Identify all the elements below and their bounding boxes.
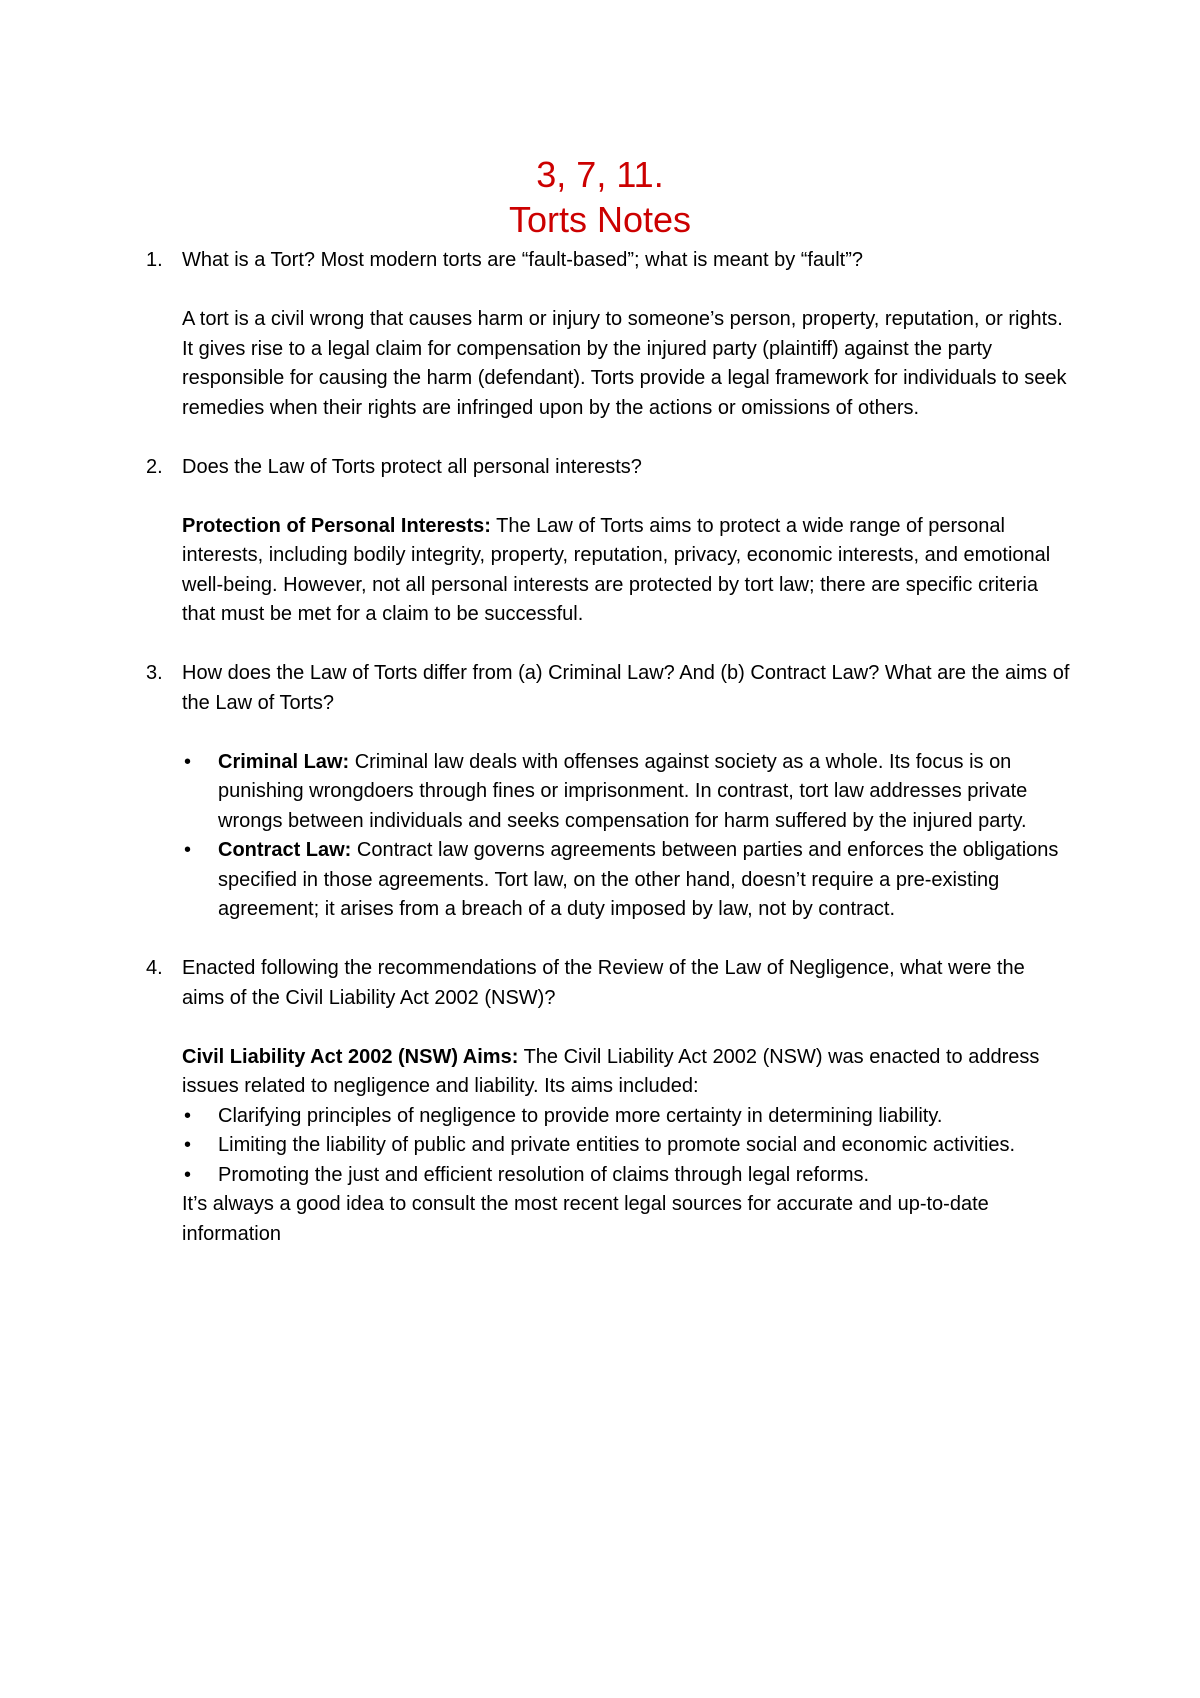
bullet-text: Limiting the liability of public and private entities to promote social and economic activities.	[218, 1134, 1016, 1156]
answer-text: The Law of Torts aims to protect a wide range of personal interests, including bodily integrity, property, reputation, privacy, economic interests, and emotional well-being. However, not all personal interests are protected by tort law; there are specific criteria that must be met for a claim to be successful.	[182, 514, 1051, 625]
bullet-list	[140, 748, 1070, 925]
bullet-text: Contract law governs agreements between parties and enforces the obligations specified in those agreements. Tort law, on the other hand, doesn’t require a pre-existing agreement; it arises from a breach of a duty imposed by law, not by contract.	[218, 839, 1059, 920]
answer-label: Civil Liability Act 2002 (NSW) Aims:	[182, 1045, 519, 1068]
question-text: What is a Tort? Most modern torts are “fault-based”; what is meant by “fault”?	[182, 249, 864, 271]
question-text: How does the Law of Torts differ from (a) Criminal Law? And (b) Contract Law? What are the aims of the Law of Torts?	[182, 662, 1070, 714]
bullet-icon: •	[184, 1104, 192, 1127]
bullet-label: Criminal Law:	[218, 750, 350, 773]
bullet-icon: •	[184, 1163, 192, 1186]
bullet-icon: •	[184, 1134, 192, 1156]
question-number: 2.	[146, 455, 163, 478]
bullet-list	[140, 1102, 1070, 1191]
question-text: Does the Law of Torts protect all personal interests?	[182, 455, 642, 478]
list-item	[140, 1161, 1070, 1191]
bullet-icon: •	[184, 839, 192, 861]
bullet-text: Promoting the just and efficient resolution of claims through legal reforms.	[218, 1163, 870, 1186]
list-item	[140, 1131, 1070, 1161]
question-2	[140, 453, 1070, 483]
answer-2	[140, 512, 1070, 630]
document-title	[0, 152, 1200, 242]
answer-4	[140, 1043, 1070, 1102]
question-number: 4.	[146, 957, 163, 979]
bullet-text: Clarifying principles of negligence to provide more certainty in determining liability.	[218, 1104, 943, 1127]
title-line-1: 3, 7, 11.	[536, 154, 664, 195]
list-item	[140, 836, 1070, 925]
bullet-label: Contract Law:	[218, 839, 352, 861]
question-4	[140, 954, 1070, 1013]
list-item	[140, 748, 1070, 837]
question-3	[140, 659, 1070, 718]
bullet-text: Criminal law deals with offenses against society as a whole. Its focus is on punishing wrongdoers through fines or imprisonment. In contrast, tort law addresses private wrongs between individuals and seeks compensation for harm suffered by the injured party.	[218, 750, 1028, 832]
bullet-icon: •	[184, 750, 192, 773]
document-body	[140, 246, 1070, 1249]
answer-1: A tort is a civil wrong that causes harm or injury to someone’s person, property, reputation, or rights. It gives rise to a legal claim for compensation by the injured party (plaintiff) against the party responsible for causing the harm (defendant). Torts provide a legal framework for individuals to seek remedies when their rights are infringed upon by the actions or omissions of others.	[182, 308, 1067, 419]
question-number: 1.	[146, 249, 163, 271]
list-item	[140, 1102, 1070, 1132]
question-1	[140, 246, 1070, 276]
answer-text: The Civil Liability Act 2002 (NSW) was enacted to address issues related to negligence and liability. Its aims included:	[182, 1045, 1040, 1097]
question-number: 3.	[146, 662, 163, 684]
title-line-2: Torts Notes	[508, 199, 692, 240]
question-text: Enacted following the recommendations of the Review of the Law of Negligence, what were the aims of the Civil Liability Act 2002 (NSW)?	[182, 957, 1025, 1009]
closing-note: It’s always a good idea to consult the most recent legal sources for accurate and up-to-date information	[182, 1193, 989, 1245]
answer-label: Protection of Personal Interests:	[182, 514, 491, 537]
